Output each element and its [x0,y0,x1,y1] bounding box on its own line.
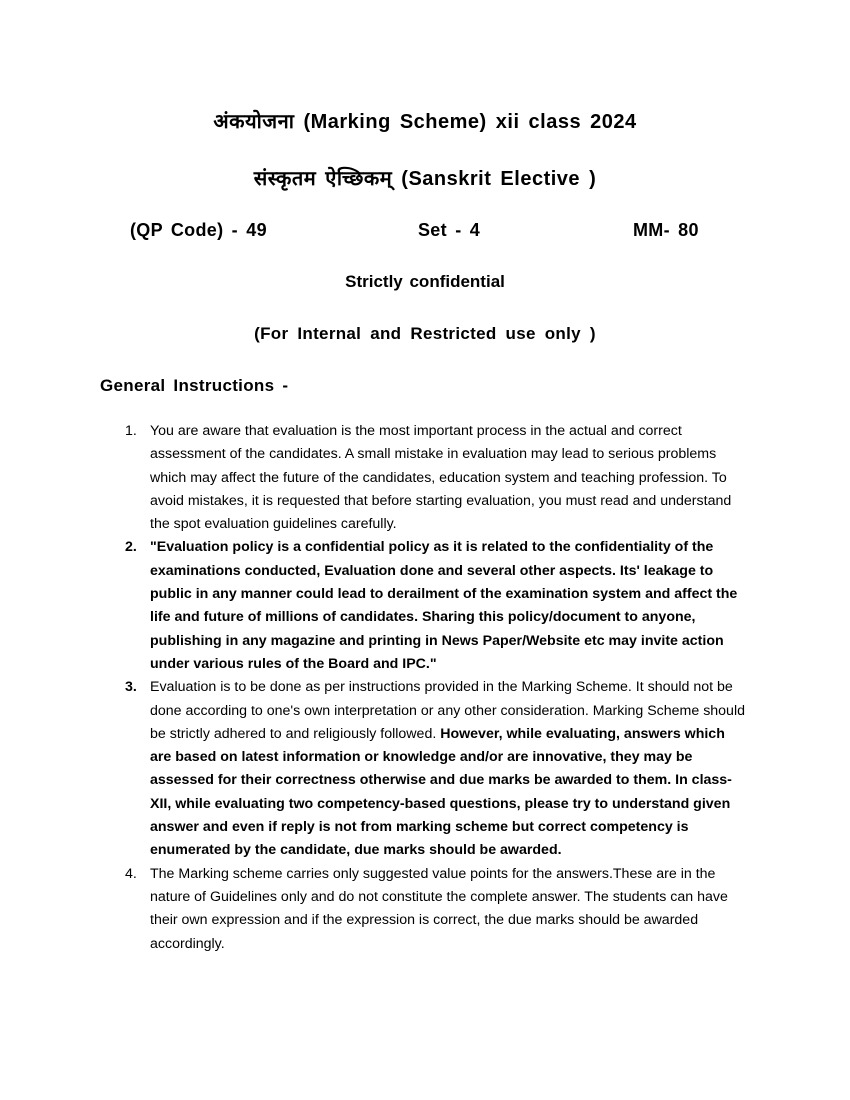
instruction-text: The Marking scheme carries only suggested value points for the answers.These are in the nature of Guidelines only and do not constitute the complete answer. The students can have their own expression and if the expression is correct, the due marks should be awarded accordingly. [150,865,728,952]
instructions-list [0,420,850,956]
instruction-number: 1. [125,423,137,439]
marking-scheme-title: अंकयोजना (Marking Scheme) xii class 2024 [213,111,637,133]
max-marks: MM- 80 [633,220,699,240]
instruction-number: 4. [125,865,137,882]
instruction-item [125,536,750,676]
instruction-text: "Evaluation policy is a confidential policy as it is related to the confidentiality of the examinations conducted, Evaluation done and several other aspects. Its' leakage to public in any manner could lead to derailment of the examination system and affect the life and future of millions of candidates. Sharing this policy/document to anyone, publishing in any magazine and printing in News Paper/Website etc may invite action under various rules of the Board and IPC." [150,539,738,672]
restricted-use-note: (For Internal and Restricted use only ) [254,324,596,343]
instruction-item [125,863,750,956]
qp-code: (QP Code) - 49 [130,220,267,240]
instruction-text-bold: However, while evaluating, answers which are based on latest information or knowledge and/or are innovative, they may be assessed for their correctness otherwise and due marks be awarded to them. In class-XII, while evaluating two competency-based questions, please try to understand given answer and even if reply is not from marking scheme but correct competency is enumerated by the candidate, due marks should be awarded. [150,725,732,859]
subject-title: संस्कृतम ऐच्छिकम् (Sanskrit Elective ) [253,168,597,190]
instruction-number: 3. [125,679,137,696]
instruction-number: 2. [125,539,137,556]
instruction-item [125,420,750,536]
instruction-text: Evaluation is to be done as per instructions provided in the Marking Scheme. It should not be done according to one's own interpretation or any other consideration. Marking Scheme should be strictly adhered to and religiously followed. [150,679,745,742]
instruction-item [125,676,750,862]
set-number: Set - 4 [418,220,481,240]
general-instructions-heading: General Instructions - [100,376,289,395]
instruction-text: You are aware that evaluation is the most important process in the actual and correct assessment of the candidates. A small mistake in evaluation may lead to serious problems which may affect the future of the candidates, education system and teaching profession. To avoid mistakes, it is requested that before starting evaluation, you must read and understand the spot evaluation guidelines carefully. [150,423,732,533]
confidential-note: Strictly confidential [345,272,505,291]
